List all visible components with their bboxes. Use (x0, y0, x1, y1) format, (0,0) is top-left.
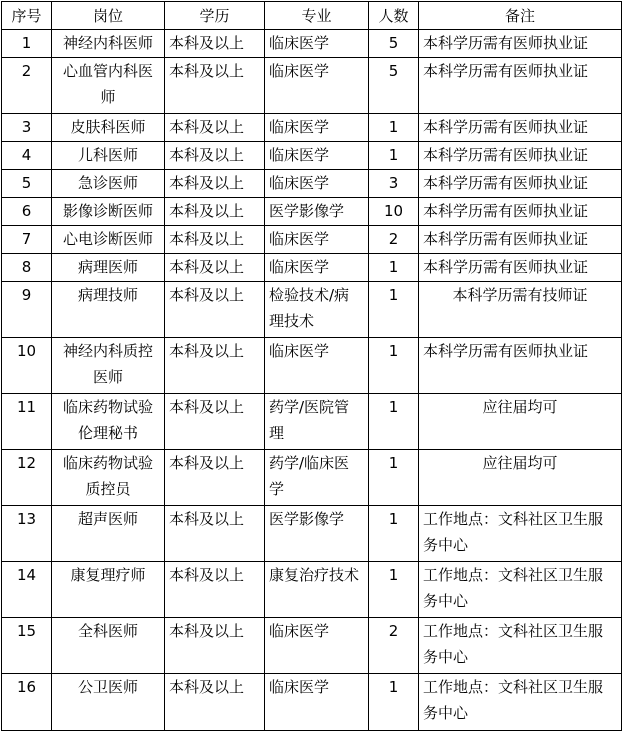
cell-note: 工作地点：文科社区卫生服务中心 (419, 562, 622, 618)
cell-note: 应往届均可 (419, 450, 622, 506)
cell-no: 4 (2, 142, 52, 170)
cell-major: 检验技术/病理技术 (265, 282, 369, 338)
cell-note: 本科学历需有医师执业证 (419, 142, 622, 170)
header-note: 备注 (419, 2, 622, 30)
cell-note: 工作地点：文科社区卫生服务中心 (419, 506, 622, 562)
header-count: 人数 (369, 2, 419, 30)
table-row (2, 282, 622, 338)
cell-no: 14 (2, 562, 52, 618)
cell-count: 2 (369, 618, 419, 674)
cell-position: 病理医师 (52, 254, 165, 282)
table-row (2, 114, 622, 142)
cell-no: 6 (2, 198, 52, 226)
table-row (2, 58, 622, 114)
cell-education: 本科及以上 (165, 198, 265, 226)
cell-note: 工作地点：文科社区卫生服务中心 (419, 674, 622, 731)
cell-education: 本科及以上 (165, 394, 265, 450)
cell-major: 临床医学 (265, 226, 369, 254)
cell-position: 全科医师 (52, 618, 165, 674)
cell-count: 1 (369, 338, 419, 394)
cell-position: 公卫医师 (52, 674, 165, 731)
cell-no: 3 (2, 114, 52, 142)
table-row (2, 226, 622, 254)
cell-count: 10 (369, 198, 419, 226)
cell-count: 2 (369, 226, 419, 254)
table-row (2, 618, 622, 674)
cell-major: 临床医学 (265, 618, 369, 674)
cell-position: 病理技师 (52, 282, 165, 338)
header-no: 序号 (2, 2, 52, 30)
table-row (2, 30, 622, 58)
header-education: 学历 (165, 2, 265, 30)
cell-no: 16 (2, 674, 52, 731)
cell-major: 康复治疗技术 (265, 562, 369, 618)
cell-count: 5 (369, 58, 419, 114)
cell-count: 5 (369, 30, 419, 58)
cell-no: 11 (2, 394, 52, 450)
cell-note: 本科学历需有医师执业证 (419, 170, 622, 198)
cell-count: 1 (369, 674, 419, 731)
cell-education: 本科及以上 (165, 170, 265, 198)
cell-position: 临床药物试验质控员 (52, 450, 165, 506)
cell-no: 2 (2, 58, 52, 114)
cell-count: 1 (369, 282, 419, 338)
cell-position: 超声医师 (52, 506, 165, 562)
cell-count: 1 (369, 394, 419, 450)
cell-no: 12 (2, 450, 52, 506)
header-major: 专业 (265, 2, 369, 30)
cell-position: 心电诊断医师 (52, 226, 165, 254)
table-row (2, 394, 622, 450)
cell-count: 1 (369, 450, 419, 506)
cell-note: 本科学历需有医师执业证 (419, 226, 622, 254)
cell-no: 8 (2, 254, 52, 282)
cell-count: 1 (369, 562, 419, 618)
table-row (2, 674, 622, 731)
cell-education: 本科及以上 (165, 562, 265, 618)
cell-education: 本科及以上 (165, 618, 265, 674)
cell-major: 临床医学 (265, 30, 369, 58)
cell-position: 儿科医师 (52, 142, 165, 170)
cell-major: 临床医学 (265, 338, 369, 394)
cell-count: 1 (369, 114, 419, 142)
cell-note: 本科学历需有医师执业证 (419, 30, 622, 58)
cell-education: 本科及以上 (165, 338, 265, 394)
cell-education: 本科及以上 (165, 30, 265, 58)
table-row (2, 170, 622, 198)
cell-education: 本科及以上 (165, 142, 265, 170)
cell-position: 心血管内科医师 (52, 58, 165, 114)
cell-note: 本科学历需有医师执业证 (419, 254, 622, 282)
cell-note: 本科学历需有医师执业证 (419, 198, 622, 226)
cell-major: 医学影像学 (265, 198, 369, 226)
cell-major: 临床医学 (265, 170, 369, 198)
cell-education: 本科及以上 (165, 114, 265, 142)
cell-no: 9 (2, 282, 52, 338)
cell-note: 工作地点：文科社区卫生服务中心 (419, 618, 622, 674)
header-row (2, 2, 622, 30)
table-row (2, 338, 622, 394)
cell-note: 应往届均可 (419, 394, 622, 450)
cell-count: 1 (369, 254, 419, 282)
recruitment-table (1, 1, 622, 731)
cell-major: 药学/临床医学 (265, 450, 369, 506)
cell-position: 急诊医师 (52, 170, 165, 198)
table-row (2, 254, 622, 282)
table-row (2, 506, 622, 562)
cell-education: 本科及以上 (165, 254, 265, 282)
cell-major: 药学/医院管理 (265, 394, 369, 450)
cell-count: 3 (369, 170, 419, 198)
cell-no: 7 (2, 226, 52, 254)
cell-position: 康复理疗师 (52, 562, 165, 618)
table-row (2, 450, 622, 506)
cell-education: 本科及以上 (165, 674, 265, 731)
cell-position: 影像诊断医师 (52, 198, 165, 226)
cell-note: 本科学历需有医师执业证 (419, 114, 622, 142)
cell-education: 本科及以上 (165, 506, 265, 562)
cell-no: 5 (2, 170, 52, 198)
cell-no: 10 (2, 338, 52, 394)
cell-education: 本科及以上 (165, 58, 265, 114)
cell-major: 医学影像学 (265, 506, 369, 562)
table-row (2, 142, 622, 170)
cell-note: 本科学历需有医师执业证 (419, 58, 622, 114)
cell-position: 皮肤科医师 (52, 114, 165, 142)
cell-note: 本科学历需有医师执业证 (419, 338, 622, 394)
cell-count: 1 (369, 142, 419, 170)
cell-no: 13 (2, 506, 52, 562)
cell-position: 神经内科质控医师 (52, 338, 165, 394)
cell-count: 1 (369, 506, 419, 562)
cell-position: 神经内科医师 (52, 30, 165, 58)
cell-position: 临床药物试验伦理秘书 (52, 394, 165, 450)
cell-note: 本科学历需有技师证 (419, 282, 622, 338)
cell-major: 临床医学 (265, 254, 369, 282)
cell-education: 本科及以上 (165, 226, 265, 254)
table-row (2, 198, 622, 226)
cell-major: 临床医学 (265, 58, 369, 114)
cell-major: 临床医学 (265, 142, 369, 170)
cell-major: 临床医学 (265, 674, 369, 731)
header-position: 岗位 (52, 2, 165, 30)
cell-major: 临床医学 (265, 114, 369, 142)
cell-no: 1 (2, 30, 52, 58)
cell-education: 本科及以上 (165, 282, 265, 338)
cell-education: 本科及以上 (165, 450, 265, 506)
cell-no: 15 (2, 618, 52, 674)
table-row (2, 562, 622, 618)
